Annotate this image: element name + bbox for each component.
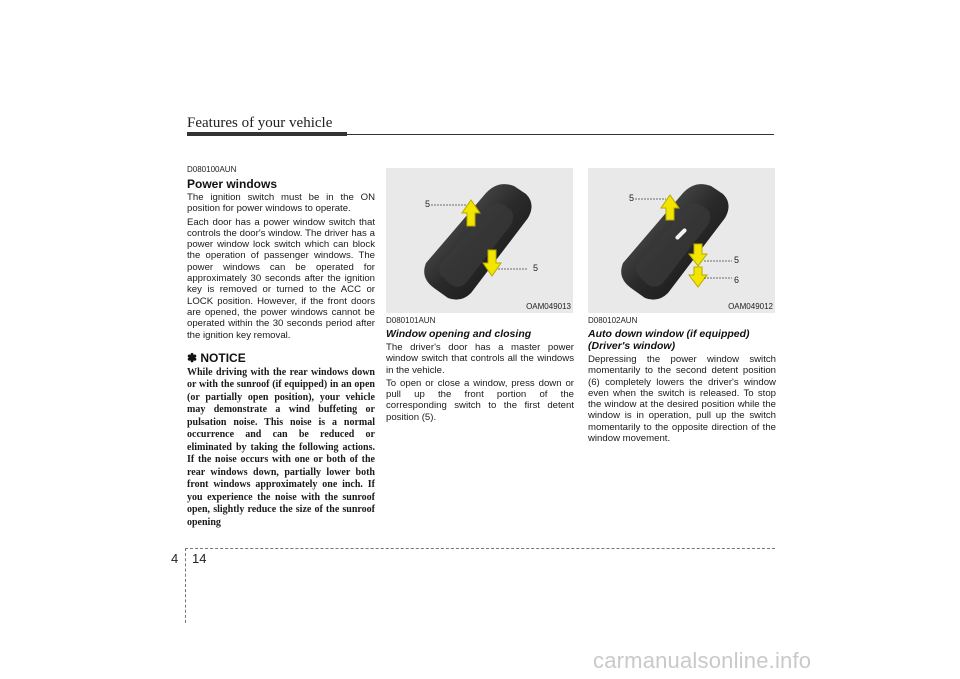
header-rule [347, 134, 774, 135]
watermark: carmanualsonline.info [593, 648, 812, 673]
section-code: D080102AUN [588, 316, 638, 325]
footer-divider [185, 548, 186, 623]
callout-label: 6 [734, 275, 740, 285]
callout-label: 5 [425, 199, 431, 209]
figure-code: OAM049013 [526, 302, 571, 311]
column-power-windows [187, 165, 375, 529]
chapter-number: 4 [171, 551, 179, 566]
callout-label: 5 [629, 193, 635, 203]
figure-code: OAM049012 [728, 302, 773, 311]
section-code: D080100AUN [187, 165, 237, 174]
switch-illustration [386, 168, 573, 313]
section-heading: Auto down window (if equipped) (Driver's window) [588, 328, 750, 352]
paragraph: The ignition switch must be in the ON position for power windows to operate. [187, 192, 375, 215]
notice-body: While driving with the rear windows down or with the sunroof (if equipped) in an open (or partially open position), your vehicle may demonstrate a wind buffeting or pulsation noise. This noise is a normal occurrence and can be reduced or eliminated by taking the following actions. If the noise occurs with one or both of the rear windows down, partially lower both front windows approximately one inch. If you experience the noise with the sunroof open, slightly reduce the size of the sunroof opening [187, 366, 375, 528]
paragraph: Depressing the power window switch momentarily to the second detent position (6) completely lowers the driver's window even when the switch is released. To stop the window at the desired position while the window is in operation, pull up the switch momentarily to the opposite direction of the window movement. [588, 354, 776, 445]
section-heading: Window opening and closing [386, 328, 532, 340]
section-code: D080101AUN [386, 316, 436, 325]
figure-auto-down-switch [588, 168, 775, 313]
column-auto-down [588, 316, 776, 446]
notice-title: ✽ NOTICE [187, 350, 246, 365]
arrow-down-double-icon [689, 267, 707, 287]
page-number: 14 [192, 551, 207, 566]
paragraph: To open or close a window, press down or pull up the front portion of the corresponding switch to the first detent position (5). [386, 377, 574, 423]
paragraph: Each door has a power window switch that controls the door's window. The driver has a power window lock switch which can block the operation of passenger windows. The power windows can be operated for approximately 30 seconds after the ignition key is removed or turned to the ACC or LOCK position. However, if the front doors are opened, the power windows cannot be operated within the 30 seconds period after the ignition key removal. [187, 216, 375, 341]
section-heading: Power windows [187, 177, 278, 191]
column-window-opening [386, 316, 574, 425]
header-bar [187, 132, 347, 136]
callout-label: 5 [533, 263, 539, 273]
figure-window-switch [386, 168, 573, 313]
paragraph: The driver's door has a master power window switch that controls all the windows in the vehicle. [386, 342, 574, 376]
footer-rule [185, 548, 775, 549]
header-title: Features of your vehicle [187, 115, 333, 131]
callout-label: 5 [734, 255, 740, 265]
switch-illustration [588, 168, 775, 313]
